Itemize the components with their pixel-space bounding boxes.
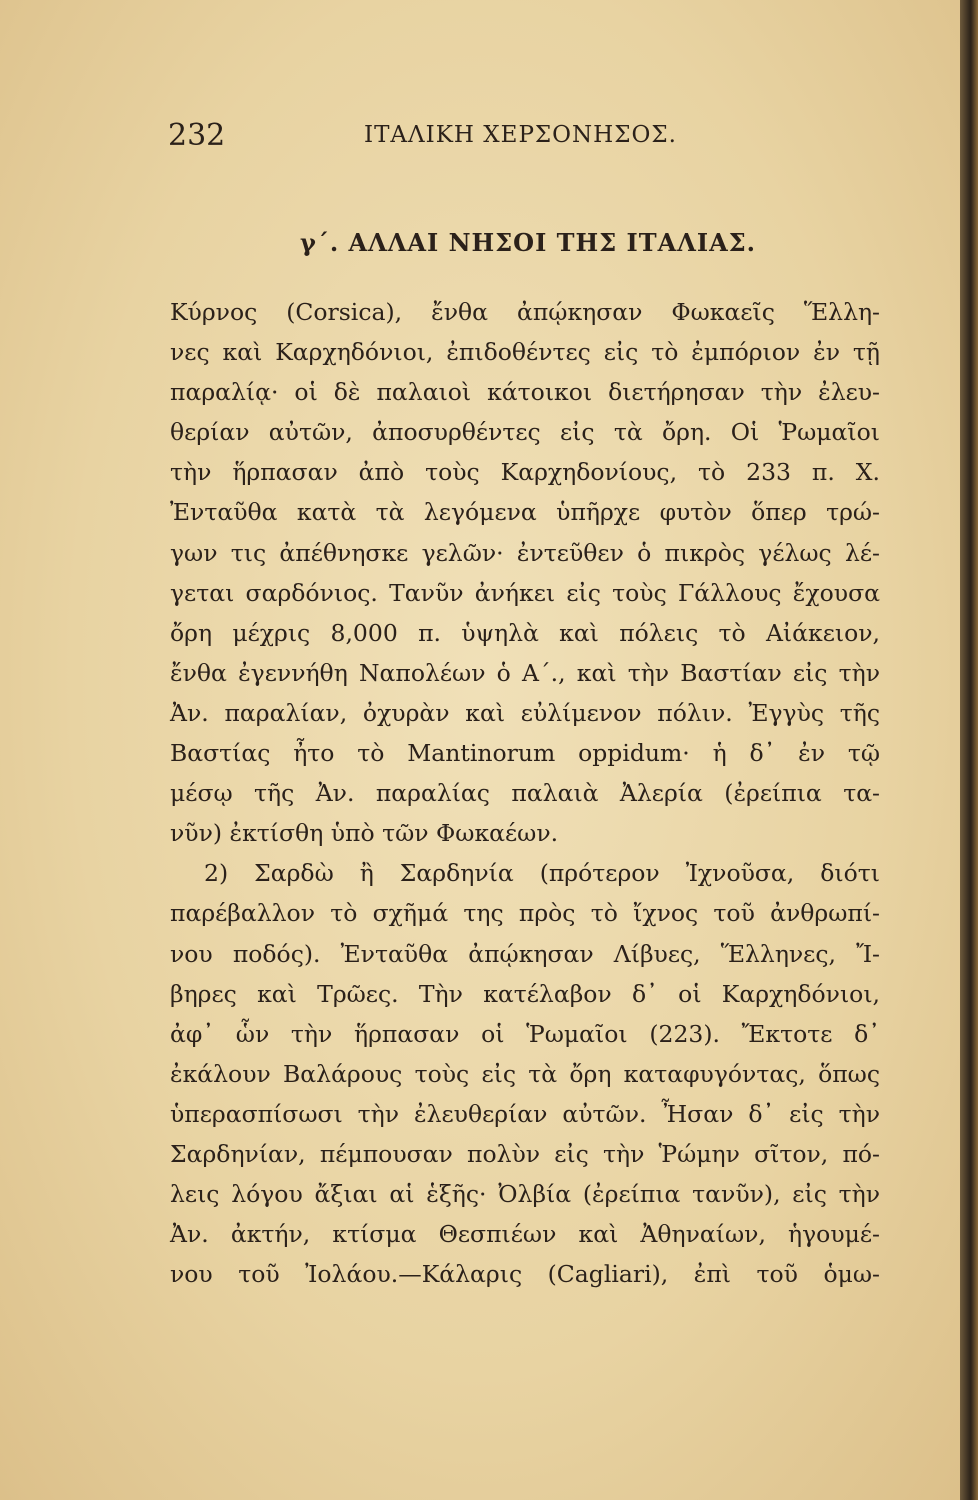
text-line: Ἀν. παραλίαν, ὀχυρὰν καὶ εὐλίμενον πόλιν. Ἐγγὺς τῆς <box>170 698 880 727</box>
body-text <box>170 292 880 1294</box>
text-line: ἔνθα ἐγεννήθη Ναπολέων ὁ Α΄., καὶ τὴν Βαστίαν εἰς τὴν <box>170 658 880 687</box>
text-line: Κύρνος (Corsica), ἔνθα ἀπῴκησαν Φωκαεῖς Ἕλλη- <box>170 298 880 326</box>
text-line: βηρες καὶ Τρῶες. Τὴν κατέλαβον δ᾽ οἱ Καρχηδόνιοι, <box>170 979 880 1008</box>
running-head <box>168 118 888 158</box>
text-line: ὄρη μέχρις 8,000 π. ὑψηλὰ καὶ πόλεις τὸ Αἰάκειον, <box>170 618 880 647</box>
page-number: 232 <box>168 118 226 153</box>
text-line: νες καὶ Καρχηδόνιοι, ἐπιδοθέντες εἰς τὸ ἐμπόριον ἐν τῇ <box>170 338 880 367</box>
text-line: Ἀν. ἀκτήν, κτίσμα Θεσπιέων καὶ Ἀθηναίων, ἡγουμέ- <box>170 1220 880 1249</box>
text-line: νου ποδός). Ἐνταῦθα ἀπῴκησαν Λίβυες, Ἕλληνες, Ἴ- <box>170 939 880 968</box>
section-title: γ΄. ΑΛΛΑΙ ΝΗΣΟΙ ΤΗΣ ΙΤΑΛΙΑΣ. <box>299 228 757 257</box>
text-line: γεται σαρδόνιος. Τανῦν ἀνήκει εἰς τοὺς Γάλλους ἔχουσα <box>170 578 880 607</box>
text-line: 2) Σαρδὼ ἢ Σαρδηνία (πρότερον Ἰχνοῦσα, διότι <box>204 859 880 888</box>
text-line: λεις λόγου ἄξιαι αἱ ἑξῆς· Ὀλβία (ἐρείπια τανῦν), εἰς τὴν <box>170 1180 880 1209</box>
text-line: τὴν ἥρπασαν ἀπὸ τοὺς Καρχηδονίους, τὸ 233 π. Χ. <box>170 458 880 487</box>
text-line: ἀφ᾽ ὧν τὴν ἥρπασαν οἱ Ῥωμαῖοι (223). Ἔκτοτε δ᾽ <box>170 1019 880 1048</box>
text-line: γων τις ἀπέθνησκε γελῶν· ἐντεῦθεν ὁ πικρὸς γέλως λέ- <box>170 538 880 567</box>
text-line: θερίαν αὐτῶν, ἀποσυρθέντες εἰς τὰ ὄρη. Οἱ Ῥωμαῖοι <box>170 418 880 447</box>
text-line: νῦν) ἐκτίσθη ὑπὸ τῶν Φωκαέων. <box>170 819 559 848</box>
text-line: Σαρδηνίαν, πέμπουσαν πολὺν εἰς τὴν Ῥώμην σῖτον, πό- <box>170 1139 880 1168</box>
running-title: ΙΤΑΛΙΚΗ ΧΕΡΣΟΝΗΣΟΣ. <box>364 122 677 148</box>
page-edge <box>960 0 978 1500</box>
text-line: Βαστίας ἦτο τὸ Mantinorum oppidum· ἡ δ᾽ ἐν τῷ <box>170 739 880 768</box>
text-line: μέσῳ τῆς Ἀν. παραλίας παλαιὰ Ἀλερία (ἐρείπια τα- <box>170 779 880 808</box>
text-line: ἐκάλουν Βαλάρους τοὺς εἰς τὰ ὄρη καταφυγόντας, ὅπως <box>170 1059 880 1088</box>
text-line: νου τοῦ Ἰολάου.—Κάλαρις (Cagliari), ἐπὶ τοῦ ὁμω- <box>170 1260 880 1289</box>
text-line: ὑπερασπίσωσι τὴν ἐλευθερίαν αὐτῶν. Ἦσαν δ᾽ εἰς τὴν <box>170 1099 880 1128</box>
text-line: παρέβαλλον τὸ σχῆμά της πρὸς τὸ ἴχνος τοῦ ἀνθρωπί- <box>170 899 880 928</box>
text-line: Ἐνταῦθα κατὰ τὰ λεγόμενα ὑπῆρχε φυτὸν ὅπερ τρώ- <box>170 498 880 527</box>
text-line: παραλίᾳ· οἱ δὲ παλαιοὶ κάτοικοι διετήρησαν τὴν ἐλευ- <box>170 378 880 407</box>
